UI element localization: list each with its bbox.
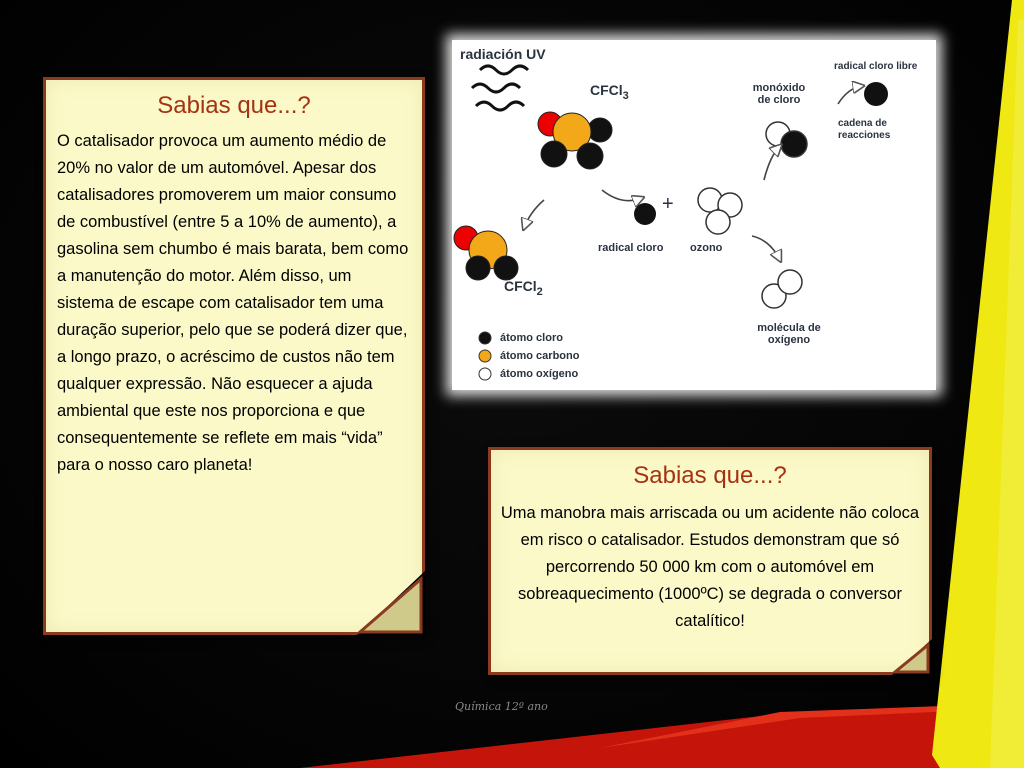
folded-corner — [357, 571, 425, 635]
radical-cloro-label: radical cloro — [598, 242, 664, 254]
legend-chlorine-icon — [479, 332, 491, 344]
note-text: O catalisador provoca um aumento médio de 20% no valor de um automóvel. Apesar dos catalisadores promoverem um maior consumo de combustível (entre 5 a 10% de aumento), a gasolina sem chumbo é mais barata, bem como a manutenção do motor. Além disso, um sistema de escape com catalisador tem uma duração superior, pelo que se poderá dizer que, a longo prazo, o acréscimo de custos não tem qualquer expressão. Não esquecer a ajuda ambiental que este nos proporciona e que consequentemente se reflete em mais “vida” para o nosso caro planeta! — [57, 132, 409, 474]
legend-carbon-icon — [479, 350, 491, 362]
cfcl3-molecule-icon — [538, 112, 612, 169]
chlorine-monoxide-icon — [766, 122, 807, 157]
cfcl3-label: CFCl$_3$ — [590, 82, 629, 102]
legend-oxygen-label: átomo oxígeno — [500, 368, 579, 380]
legend-carbon-label: átomo carbono — [500, 350, 580, 362]
legend-oxygen-icon — [479, 368, 491, 380]
oxygen-molecule-icon — [762, 270, 802, 308]
plus-sign: + — [662, 193, 674, 215]
molecula-oxigeno-label: molécula de oxígeno — [757, 322, 821, 346]
uv-label: radiación UV — [460, 46, 546, 62]
cfcl2-label: CFCl$_2$ — [504, 278, 543, 298]
free-chlorine-radical-icon — [864, 82, 888, 106]
note-top-left — [43, 77, 425, 635]
uv-waves-icon — [472, 66, 528, 110]
ozone-molecule-icon — [698, 188, 742, 234]
folded-corner — [892, 639, 932, 675]
ozone-depletion-diagram — [452, 40, 936, 390]
footer-course-label: Química 12º ano — [455, 700, 548, 713]
note-title: Sabias que...? — [157, 92, 311, 119]
chlorine-radical-icon — [634, 203, 656, 225]
radical-cloro-libre-label: radical cloro libre — [834, 61, 918, 72]
legend-chlorine-label: átomo cloro — [500, 332, 563, 344]
note-title: Sabias que...? — [633, 462, 787, 489]
cadena-reacciones-label: cadena de reacciones — [838, 118, 891, 141]
monoxido-label: monóxido de cloro — [752, 82, 806, 106]
note-text: Uma manobra mais arriscada ou um acidente não coloca em risco o catalisador. Estudos demonstram que só percorrendo 50 000 km com o automóvel em sobreaquecimento (1000ºC) se degrada o conversor catalítico! — [500, 504, 920, 630]
ozono-label: ozono — [690, 242, 723, 254]
reaction-arrows — [524, 82, 862, 260]
legend-dots — [479, 332, 491, 380]
cfcl2-molecule-icon — [454, 226, 518, 280]
note-bottom-right — [488, 447, 932, 675]
